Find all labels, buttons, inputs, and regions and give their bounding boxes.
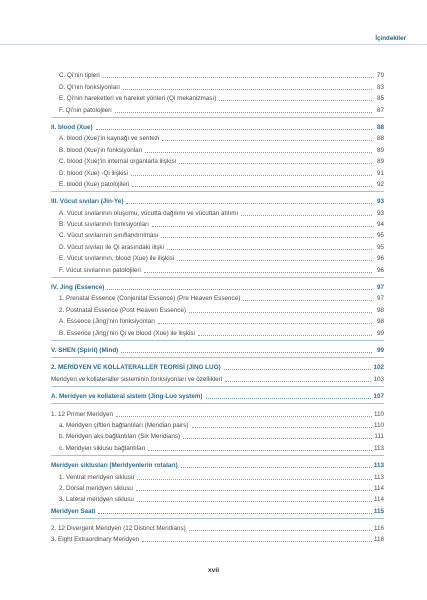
toc-entry-title: A. Essence (Jing)'nin fonksiyonları: [59, 318, 156, 326]
dot-leader: [161, 237, 372, 238]
toc-entry-title: E. blood (Xue) patolojileri: [59, 180, 130, 188]
toc-entry-page: 114: [373, 484, 384, 492]
toc-entry[interactable]: [51, 303, 384, 314]
toc-entry-page: 115: [373, 507, 384, 515]
toc-entry-title: II. blood (Xue): [51, 123, 93, 131]
toc-entry-page: 98: [376, 306, 384, 314]
toc-entry-title: III. Vücut sıvıları (Jin-Ye): [51, 198, 124, 206]
toc-entry[interactable]: [51, 522, 384, 533]
toc-entry[interactable]: [51, 69, 384, 80]
toc-entry[interactable]: [51, 482, 384, 493]
toc-entry-title: 3. Lateral meridyen siklusu: [59, 496, 134, 504]
dot-leader: [198, 335, 372, 336]
toc-entry-page: 88: [376, 123, 384, 131]
toc-entry[interactable]: [51, 206, 384, 217]
toc-entry-page: 113: [373, 444, 384, 452]
toc-entry-page: 95: [376, 243, 384, 251]
toc-entry-page: 85: [376, 95, 384, 103]
toc-entry[interactable]: [51, 361, 384, 372]
section-divider: [51, 403, 384, 404]
dot-leader: [224, 369, 372, 370]
toc-entry-title: A. Vücut sıvılarının oluşumu, vücutta dağılımı ve vücuttan atılımı: [59, 209, 239, 217]
toc-entry-page: 89: [376, 146, 384, 154]
toc-entry-page: 93: [376, 198, 384, 206]
toc-entry-page: 88: [376, 135, 384, 143]
toc-entry[interactable]: [51, 263, 384, 274]
dot-leader: [243, 300, 372, 301]
toc-entry-page: 87: [376, 106, 384, 114]
toc-entry[interactable]: [51, 315, 384, 326]
dot-leader: [132, 186, 372, 187]
toc-entry-page: 110: [373, 421, 384, 429]
toc-entry-title: 2. Postnatal Essence (Post Heaven Essence): [59, 306, 187, 314]
toc-entry-title: b. Meridyen aks bağlantıları (Six Meridians): [59, 433, 181, 441]
toc-entry-page: 110: [373, 410, 384, 418]
dot-leader: [241, 215, 372, 216]
toc-entry-page: 111: [374, 433, 384, 441]
section-divider: [51, 277, 384, 278]
dot-leader: [206, 398, 372, 399]
dot-leader: [137, 479, 372, 480]
toc-entry-title: 1. Prenatal Essence (Conjenital Essence) (Pre Heaven Essence): [59, 295, 241, 303]
toc-entry-page: 102: [373, 364, 384, 372]
toc-entry-page: 118: [373, 536, 384, 544]
toc-entry-title: A. Meridyen ve kollateral sistem (Jing-Luo system): [51, 393, 203, 401]
toc-entry-page: 103: [373, 375, 384, 383]
toc-entry[interactable]: [51, 132, 384, 143]
header-rule: [0, 44, 427, 45]
dot-leader: [225, 381, 371, 382]
dot-leader: [183, 438, 372, 439]
toc-entry[interactable]: [51, 218, 384, 229]
toc-entry-page: 92: [376, 180, 384, 188]
toc-entry-title: A. blood (Xue)'in kaynağı ve sentezi: [59, 135, 160, 143]
toc-entry[interactable]: [51, 344, 384, 355]
dot-leader: [121, 352, 372, 353]
toc-entry-title: E. Vücut sıvılarının, blood (Xue) ile ilişkisi: [59, 255, 175, 263]
toc-entry-page: 91: [376, 169, 384, 177]
section-divider: [51, 455, 384, 456]
toc-entry[interactable]: [51, 419, 384, 430]
dot-leader: [158, 323, 372, 324]
toc-entry-page: 93: [376, 209, 384, 217]
toc-entry-page: 99: [376, 329, 384, 337]
toc-entry-page: 96: [376, 266, 384, 274]
toc-entry[interactable]: [51, 121, 384, 132]
toc-entry[interactable]: [51, 372, 384, 383]
toc-entry-page: 89: [376, 158, 384, 166]
toc-entry[interactable]: [51, 493, 384, 504]
dot-leader: [167, 249, 372, 250]
section-divider: [51, 518, 384, 519]
toc-entry[interactable]: [51, 459, 384, 470]
toc-entry-title: D. Qi'nin fonksiyonları: [59, 83, 121, 91]
toc-entry[interactable]: [51, 252, 384, 263]
dot-leader: [96, 129, 372, 130]
toc-entry-title: 2. Dorsal meridyen siklusu: [59, 484, 133, 492]
page-number: xvii: [207, 567, 220, 574]
toc-entry-page: 98: [376, 318, 384, 326]
toc-entry[interactable]: [51, 143, 384, 154]
toc-entry-title: V. SHEN (Spirit) (Mind): [51, 346, 119, 354]
toc-entry-title: IV. Jing (Essence): [51, 284, 105, 292]
toc-entry[interactable]: [51, 504, 384, 515]
toc-entry-page: 114: [373, 496, 384, 504]
toc-entry-title: a. Meridyen çiftleri bağlantıları (Meridian pairs): [59, 421, 189, 429]
toc-entry[interactable]: [51, 390, 384, 401]
toc-entry[interactable]: [51, 533, 384, 544]
dot-leader: [136, 490, 372, 491]
dot-leader: [189, 530, 372, 531]
dot-leader: [123, 89, 372, 90]
toc-entry[interactable]: [51, 326, 384, 337]
dot-leader: [152, 226, 372, 227]
toc-entry[interactable]: [51, 80, 384, 91]
dot-leader: [145, 152, 372, 153]
toc-entry[interactable]: [51, 281, 384, 292]
section-divider: [51, 357, 384, 358]
toc-entry[interactable]: [51, 92, 384, 103]
dot-leader: [98, 513, 371, 514]
dot-leader: [126, 203, 372, 204]
toc-entry-title: F. Qi'nin patolojileri: [59, 106, 112, 114]
toc-entry[interactable]: [51, 103, 384, 114]
dot-leader: [148, 450, 372, 451]
toc-entry-title: 2. 12 Divergent Meridyen (12 Distinct Meridians): [51, 525, 186, 533]
toc-entry[interactable]: [51, 195, 384, 206]
dot-leader: [116, 416, 372, 417]
dot-leader: [179, 163, 372, 164]
toc-entry-page: 107: [373, 393, 384, 401]
toc-entry-title: C. Qi'nin tipleri: [59, 72, 100, 80]
toc-entry-title: E. Qi'nin hareketleri ve hareket yönleri (Qi mekanizması): [59, 95, 217, 103]
dot-leader: [115, 112, 372, 113]
page-header-title: İçindekiler: [375, 35, 406, 42]
toc-entry-title: D. Vücut sıvıları ile Qi arasındaki ilişki: [59, 243, 164, 251]
toc-entry-page: 113: [373, 473, 384, 481]
table-of-contents: [51, 69, 384, 544]
dot-leader: [137, 501, 372, 502]
dot-leader: [131, 175, 372, 176]
dot-leader: [192, 427, 372, 428]
toc-entry-page: 94: [376, 221, 384, 229]
toc-entry[interactable]: [51, 178, 384, 189]
toc-entry-title: C. Vücut sıvılarının sınıflandırılması: [59, 232, 159, 240]
section-divider: [51, 117, 384, 118]
toc-entry-page: 79: [376, 72, 384, 80]
toc-entry-page: 97: [376, 284, 384, 292]
dot-leader: [189, 312, 372, 313]
section-divider: [51, 191, 384, 192]
toc-entry-page: 97: [376, 295, 384, 303]
toc-entry[interactable]: [51, 240, 384, 251]
dot-leader: [142, 541, 372, 542]
toc-entry[interactable]: [51, 407, 384, 418]
dot-leader: [181, 467, 372, 468]
section-divider: [51, 386, 384, 387]
dot-leader: [219, 100, 372, 101]
toc-entry[interactable]: [51, 292, 384, 303]
toc-entry[interactable]: [51, 166, 384, 177]
toc-entry-title: B. blood (Xue)'in fonksiyonları: [59, 146, 143, 154]
toc-entry[interactable]: [51, 441, 384, 452]
dot-leader: [144, 272, 372, 273]
toc-entry-page: 83: [376, 83, 384, 91]
toc-entry-page: 99: [376, 346, 384, 354]
toc-entry-title: D. blood (Xue) -Qi ilişkisi: [59, 169, 128, 177]
toc-entry-title: B. Essence (Jing)'nin Qi ve blood (Xue) ile ilişkisi: [59, 329, 195, 337]
toc-entry-page: 113: [373, 462, 384, 470]
toc-entry[interactable]: [51, 229, 384, 240]
toc-entry-title: c. Meridyen siklusu bağlantıları: [59, 444, 146, 452]
toc-entry-title: F. Vücut sıvılarının patolojileri: [59, 266, 141, 274]
toc-entry-page: 96: [376, 255, 384, 263]
toc-entry-title: Meridyen ve kollateraller sisteminin fonksiyonları ve özellikleri: [51, 375, 223, 383]
toc-entry-title: C. blood (Xue)'in internal organlarla ilişkisi: [59, 158, 177, 166]
toc-entry-title: 1. Ventral meridyen siklusu: [59, 473, 135, 481]
toc-entry[interactable]: [51, 430, 384, 441]
section-divider: [51, 340, 384, 341]
toc-entry-title: B. Vücut sıvılarının fonksiyonları: [59, 221, 149, 229]
toc-entry-title: 1. 12 Primer Meridyen: [51, 410, 113, 418]
toc-entry-page: 116: [373, 525, 384, 533]
toc-entry-title: Meridyen Saati: [51, 507, 96, 515]
dot-leader: [107, 289, 372, 290]
dot-leader: [103, 77, 372, 78]
toc-entry-page: 95: [376, 232, 384, 240]
toc-entry-title: Meridyen siklusları (Meridyenlerin rotaları): [51, 462, 178, 470]
dot-leader: [177, 260, 372, 261]
toc-entry[interactable]: [51, 470, 384, 481]
toc-entry-title: 3. Eight Extraordinary Meridyen: [51, 536, 140, 544]
toc-entry-title: 2. MERİDYEN VE KOLLATERALLER TEORİSİ (JİNG LUO): [51, 364, 221, 372]
toc-entry[interactable]: [51, 155, 384, 166]
dot-leader: [162, 140, 372, 141]
